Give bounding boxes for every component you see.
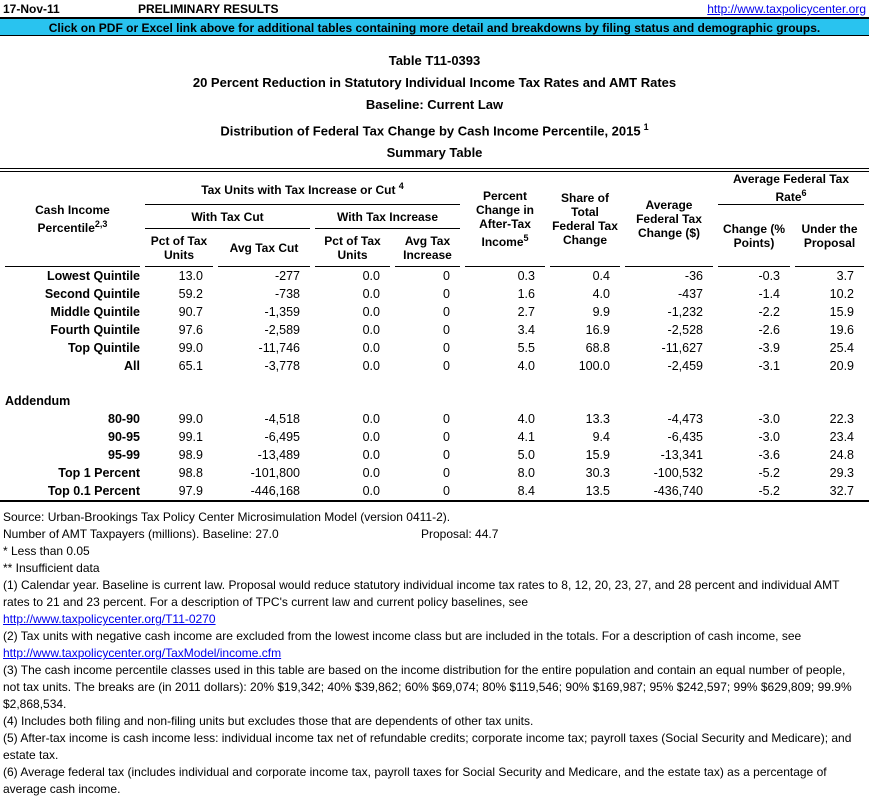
table-cell: -4,473	[667, 412, 703, 427]
table-cell: -2,528	[667, 323, 703, 338]
table-row	[5, 446, 864, 464]
footnote-2: (2) Tax units with negative cash income are excluded from the lowest income class but are included in the totals. For a description of cash income, see	[3, 629, 802, 644]
table-cell: 99.1	[178, 430, 203, 445]
table-row	[5, 303, 864, 321]
table-cell: 0.0	[362, 430, 380, 445]
report-date: 17-Nov-11	[3, 2, 60, 16]
table-cell: 0	[443, 359, 450, 374]
table-cell: 24.8	[829, 448, 855, 463]
col-header-rate-change-points: Change (% Points)	[718, 205, 790, 267]
source-note: Source: Urban-Brookings Tax Policy Center Microsimulation Model (version 0411-2).	[3, 510, 451, 525]
table-cell: -3.6	[758, 448, 780, 463]
footnote-6: (6) Average federal tax (includes individual and corporate income tax, payroll taxes for Social Security and Medicare, and the estate tax) as a percentage of average cash income.	[3, 765, 827, 797]
table-cell: -1,359	[264, 305, 300, 320]
table-cell: 13.3	[585, 412, 610, 427]
table-cell: 59.2	[178, 287, 203, 302]
table-cell: 9.9	[592, 305, 610, 320]
col-header-avg-tax-increase: Avg Tax Increase	[395, 229, 460, 267]
table-cell: 4.0	[517, 412, 535, 427]
table-cell: -2,459	[667, 359, 703, 374]
taxpolicycenter-link[interactable]: http://www.taxpolicycenter.org	[707, 2, 866, 16]
table-cell: -437	[677, 287, 703, 302]
table-cell: 0	[443, 305, 450, 320]
table-cell: -13,489	[257, 448, 300, 463]
table-cell: 0.0	[362, 341, 380, 356]
addendum-label: Addendum	[5, 394, 71, 409]
table-cell: 20.9	[829, 359, 855, 374]
table-cell: 0	[443, 269, 450, 284]
footnote-ref-5: 5	[523, 233, 529, 244]
table-cell: 13.5	[585, 484, 610, 499]
group-header-tax-units: Tax Units with Tax Increase or Cut $^4$	[145, 172, 460, 205]
table-cell: 9.4	[592, 430, 610, 445]
distribution-table	[0, 172, 869, 500]
table-cell: -436,740	[653, 484, 703, 499]
table-cell: 0.0	[362, 484, 380, 499]
row-label: All	[124, 359, 140, 374]
col-header-pct-tax-units-increase: Pct of Tax Units	[315, 229, 390, 267]
title-block	[0, 54, 869, 160]
table-cell: 0	[443, 430, 450, 445]
table-cell: -5.2	[758, 484, 780, 499]
addendum-header-row	[5, 392, 864, 410]
table-cell: 68.8	[585, 341, 610, 356]
table-cell: 8.0	[517, 466, 535, 481]
insufficient-data-note: ** Insufficient data	[3, 561, 100, 576]
table-cell: 10.2	[829, 287, 855, 302]
table-cell: 0.0	[362, 448, 380, 463]
row-label: 80-90	[108, 412, 140, 427]
table-cell: 0.3	[517, 269, 535, 284]
table-cell: 0.0	[362, 412, 380, 427]
amt-taxpayers-note	[3, 526, 865, 543]
table-cell: 30.3	[585, 466, 610, 481]
footnote-4: (4) Includes both filing and non-filing units but excludes those that are dependents of other tax units.	[3, 714, 534, 729]
col-header-average-federal-tax-change: Average Federal Tax Change ($)	[625, 172, 713, 267]
footnote-1-link[interactable]: http://www.taxpolicycenter.org/T11-0270	[3, 612, 216, 627]
group-header-with-tax-increase: With Tax Increase	[315, 205, 460, 229]
col-header-percent-change-after-tax-income: Percent Change in After-Tax Income$^5$	[465, 172, 545, 267]
row-label: 95-99	[108, 448, 140, 463]
table-row	[5, 357, 864, 375]
table-cell: -3.0	[758, 430, 780, 445]
table-cell: -6,495	[264, 430, 300, 445]
table-cell: 3.4	[517, 323, 535, 338]
table-cell: 3.7	[836, 269, 855, 284]
table-row	[5, 410, 864, 428]
table-cell: -277	[274, 269, 300, 284]
table-cell: 0	[443, 466, 450, 481]
table-cell: -2.6	[758, 323, 780, 338]
table-cell: -1.4	[758, 287, 780, 302]
less-than-note: * Less than 0.05	[3, 544, 90, 559]
table-cell: 98.9	[178, 448, 203, 463]
table-cell: 97.9	[178, 484, 203, 499]
table-body	[5, 267, 864, 500]
table-cell: 8.4	[517, 484, 535, 499]
footnotes	[0, 502, 869, 798]
table-cell: 0.0	[362, 287, 380, 302]
table-row	[5, 482, 864, 500]
row-label: Second Quintile	[44, 287, 140, 302]
table-cell: -2,589	[264, 323, 300, 338]
footnote-ref-6: 6	[801, 188, 807, 199]
group-header-with-tax-cut: With Tax Cut	[145, 205, 310, 229]
table-cell: -3.9	[758, 341, 780, 356]
row-label: Fourth Quintile	[50, 323, 140, 338]
summary-table	[0, 168, 869, 502]
table-cell: 65.1	[178, 359, 203, 374]
table-cell: 99.0	[178, 412, 203, 427]
table-cell: -0.3	[758, 269, 780, 284]
col-header-cash-income-percentile: Cash Income Percentile$^{2,3}$	[5, 172, 140, 267]
top-bar	[0, 0, 869, 17]
table-cell: -3,778	[264, 359, 300, 374]
table-cell: 19.6	[829, 323, 855, 338]
amt-proposal-value: Proposal: 44.7	[421, 527, 499, 542]
table-cell: 5.0	[517, 448, 535, 463]
table-cell: 0	[443, 323, 450, 338]
row-label: Top 0.1 Percent	[47, 484, 140, 499]
table-cell: 15.9	[829, 305, 855, 320]
baseline-title: Baseline: Current Law	[365, 97, 504, 112]
table-number-title: Table T11-0393	[388, 53, 481, 68]
table-cell: 99.0	[178, 341, 203, 356]
table-cell: 0.0	[362, 305, 380, 320]
table-header	[5, 172, 864, 267]
table-cell: 4.0	[517, 359, 535, 374]
col-header-share-total-federal-tax-change: Share of Total Federal Tax Change	[550, 172, 620, 267]
table-cell: 0.0	[362, 323, 380, 338]
table-cell: -13,341	[660, 448, 703, 463]
row-label: 90-95	[108, 430, 140, 445]
table-cell: 23.4	[829, 430, 855, 445]
table-cell: -446,168	[250, 484, 300, 499]
table-cell: 98.8	[178, 466, 203, 481]
table-row	[5, 464, 864, 482]
table-cell: -5.2	[758, 466, 780, 481]
footnote-2-link[interactable]: http://www.taxpolicycenter.org/TaxModel/income.cfm	[3, 646, 282, 661]
table-cell: 5.5	[517, 341, 535, 356]
table-row	[5, 321, 864, 339]
table-cell: 16.9	[585, 323, 610, 338]
table-cell: 1.6	[517, 287, 535, 302]
table-cell: 0.0	[362, 359, 380, 374]
table-cell: 13.0	[178, 269, 203, 284]
table-cell: -11,746	[258, 341, 300, 356]
table-cell: -6,435	[667, 430, 703, 445]
distribution-title: Distribution of Federal Tax Change by Cash Income Percentile, 2015 $^1$	[220, 122, 649, 139]
footnote-3: (3) The cash income percentile classes used in this table are based on the income distribution for the entire population and contain an equal number of people, not tax units. The breaks are (in 2011 dollars): 20% $19,342; 40% $39,862; 60% $69,074; 80% $119,546; 90% $169,987; 95% $242,597; 99% $629,809; 99.9% $2,868,534.	[3, 663, 852, 712]
table-cell: 32.7	[829, 484, 855, 499]
table-cell: -2.2	[758, 305, 780, 320]
table-row	[5, 339, 864, 357]
table-cell: 0	[443, 287, 450, 302]
table-cell: 4.0	[592, 287, 610, 302]
table-row	[5, 267, 864, 285]
row-label: Lowest Quintile	[46, 269, 140, 284]
col-header-avg-tax-cut: Avg Tax Cut	[218, 229, 310, 267]
table-cell: -11,627	[661, 341, 703, 356]
table-cell: -1,232	[667, 305, 703, 320]
table-cell: -3.0	[758, 412, 780, 427]
table-row	[5, 285, 864, 303]
table-cell: 15.9	[585, 448, 610, 463]
row-label: Middle Quintile	[50, 305, 140, 320]
table-cell: -100,532	[653, 466, 703, 481]
footnote-ref-2-3: 2,3	[94, 219, 108, 230]
table-cell: -738	[274, 287, 300, 302]
table-cell: 97.6	[178, 323, 203, 338]
col-header-rate-under-proposal: Under the Proposal	[795, 205, 864, 267]
table-cell: 90.7	[178, 305, 203, 320]
col-header-pct-tax-units-cut: Pct of Tax Units	[145, 229, 213, 267]
table-cell: 0	[443, 412, 450, 427]
table-row	[5, 428, 864, 446]
row-label: Top Quintile	[68, 341, 140, 356]
table-cell: -101,800	[250, 466, 300, 481]
footnote-ref-4: 4	[398, 181, 404, 192]
table-cell: 0.0	[362, 466, 380, 481]
amt-baseline-value: Number of AMT Taxpayers (millions). Baseline: 27.0	[3, 527, 279, 542]
spacer-row	[5, 375, 864, 392]
table-cell: -3.1	[758, 359, 780, 374]
footnote-ref-1: 1	[643, 122, 649, 132]
table-cell: -36	[684, 269, 703, 284]
table-cell: 29.3	[829, 466, 855, 481]
table-cell: 100.0	[578, 359, 610, 374]
table-cell: 0	[443, 341, 450, 356]
summary-table-title: Summary Table	[386, 145, 483, 161]
group-header-average-federal-tax-rate: Average Federal Tax Rate$^6$	[718, 172, 864, 205]
info-banner: Click on PDF or Excel link above for additional tables containing more detail and breakdowns by filing status and demographic groups.	[0, 17, 869, 36]
proposal-title: 20 Percent Reduction in Statutory Individual Income Tax Rates and AMT Rates	[192, 75, 677, 90]
table-cell: -4,518	[264, 412, 300, 427]
table-cell: 0.4	[592, 269, 610, 284]
table-cell: 0.0	[362, 269, 380, 284]
table-cell: 25.4	[829, 341, 855, 356]
table-cell: 0	[443, 484, 450, 499]
preliminary-results-label: PRELIMINARY RESULTS	[138, 2, 279, 16]
footnote-5: (5) After-tax income is cash income less: individual income tax net of refundable credits; corporate income tax; payroll taxes (Social Security and Medicare); and estate tax.	[3, 731, 852, 763]
table-cell: 0	[443, 448, 450, 463]
table-cell: 4.1	[517, 430, 535, 445]
row-label: Top 1 Percent	[58, 466, 140, 481]
footnote-1: (1) Calendar year. Baseline is current law. Proposal would reduce statutory individual income tax rates to 8, 12, 20, 23, 27, and 28 percent and individual AMT rates to 21 and 23 percent. For a description of TPC's current law and current policy baselines, see	[3, 578, 840, 610]
table-cell: 22.3	[829, 412, 855, 427]
table-cell: 2.7	[517, 305, 535, 320]
